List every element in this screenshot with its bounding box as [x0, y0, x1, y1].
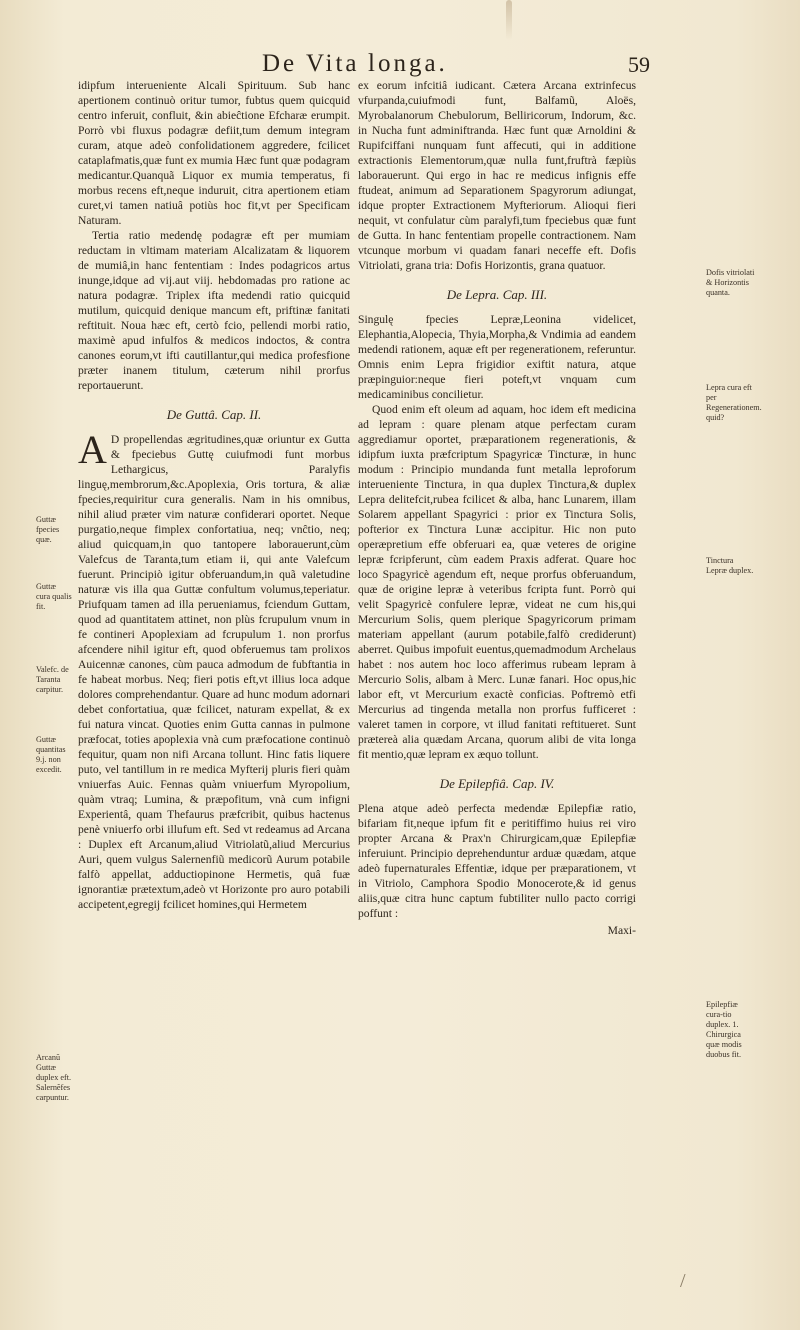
margin-note: Guttæ cura qualis fit.	[36, 582, 72, 611]
paragraph: Tertia ratio medendę podagræ eft per mumiam reductam in vltimam materiam Alcalizatam & liquorem de mumiâ,in hanc fententiam : Indes podagricos artus inunge,idque ad vij.aut viij. hebdomadas pro ratione ac natura podagræ. Triplex ifta medendi ratio quicquid mutilum, quicquid denique mancum eft, priftinæ fanitati reftituit. Noua hæc eft, certò fcio, pellendi morbi ratio, maximè apud infulfos & medicos indoctos, & contra canones eorum,vt ifti cautillantur,qui medica profesfione præter inanem titulum, cæterum nihil prorfus reportauerunt.	[78, 229, 350, 392]
chapter-heading: De Guttâ. Cap. II.	[166, 407, 262, 422]
margin-note: Guttæ quantitas 9.j. non excedit.	[36, 735, 66, 774]
right-column	[358, 78, 636, 938]
margin-note: Lepra cura eft per Regenerationem. quid?	[706, 383, 762, 422]
chapter-heading: De Epilepfiâ. Cap. IV.	[439, 776, 555, 791]
paragraph: idipfum interueniente Alcali Spirituum. Sub hanc apertionem continuò oritur tumor, fubtus quem quicquid centro inferuit, confluit, &in abieĉtione Efcharæ erumpit. Porrò vbi fluxus podagræ defiit,tum demum integram curam, atque adeò confolidationem aggredere, fcilicet cataplafmatis,quæ funt ex mumia Hæc funt quæ podagram medicantur.Quanquã Liquor ex mumia temperatus, fi morbus recens eft,neque induruit, citra apertionem etiam curet,vi tamen natiuâ potiùs hoc fit,vt per Specificam Naturam.	[78, 79, 350, 227]
paragraph-dropcap	[78, 427, 350, 912]
margin-note: Arcanũ Guttæ duplex eft. Salernẽfes carpuntur.	[36, 1053, 72, 1102]
catchword: Maxi-	[607, 924, 636, 937]
margin-note: Guttæ fpecies quæ.	[36, 515, 60, 544]
left-column	[78, 78, 350, 912]
drop-cap: A	[78, 427, 107, 472]
paragraph-text: D propellendas ægritudines,quæ oriuntur ex Gutta & fpeciebus Guttę cuiufmodi funt morbus Lethargicus, Paralyfis linguę,membrorum,&c.Apoplexia, Oris tortura, & aliæ fpecies,requiritur cura generalis. Nam in his omnibus, nihil aliud præter vim naturæ confiderari oportet. Neque purgatio,neque fimplex confortatiua, neq; vnĉtio, neq; aliud quicquam,in quo tantopere laborauerunt,cùm Valefcus de Taranta,tum etiam ii, qui ante Valefcum fuerunt. Principiò igitur obferuandum,in quã valetudine naturæ vis illa qua Guttæ confultum volumus,teperiatur. Priufquam tamen ad illa perueniamus, fciendum Guttam, quod ad quantitatem attinet, non plùs fcrupulum vnum in fe contineri Apoplexiam ad fcrupulum 1. non prorfus afcendere nihil igitur eft, quod obferuemus tam prolixos Auicennæ canones, cùm pauca admodum de fubftantia in fe habeat morbus. Neq; fieri potis eft,vt illius loca adque dolores comprehendantur. Quare ad hunc modum adornari debet confortatiua, quæ fcilicet, naturam expellat, & ex fui natura vincat. Quoties enim Gutta cannas in pulmone præfocat, toties apoplexia vnà cum præfocatione continuò fequitur, quam non nifi Arcana tollunt. Hinc fatis liquere puto, vel tantillum in re medica Myfterij pluris fieri quàm vniuerfas Auic. Fennas quàm vniuerfum Myropolium, quàm vtraq; Lumina, & præpofitum, vnà cum infigni Experientâ, quam Thefaurus præfcribit, quibus hactenus penè vniuerfo orbi illufum eft. Sed vt redeamus ad Arcana : Duplex eft Arcanum,aliud Vitriolatũ,aliud Mercurius Auri, quem vulgus Salernenfiũ medicorũ Aurum potabile falfò appellat, adductiopinone Hermetis, quâ fuæ ignorantiæ prætextum,adeò vt Horizonte pro auro potabili accipetent,egregij fcilicet homines,qui Hermetem	[78, 433, 350, 911]
page-number: 59	[628, 52, 650, 77]
chapter-heading: De Lepra. Cap. III.	[446, 287, 548, 302]
margin-note: Dofis vitriolati & Horizontis quanta.	[706, 268, 755, 297]
paper-stain	[506, 0, 512, 40]
paragraph: Singulę fpecies Lepræ,Leonina videlicet, Elephantia,Alopecia, Thyia,Morpha,& Vndimia ad eandem medendi rationem, aquæ eft per regenerationem, referuntur. Omnis enim Lepra frigidior exiftit natura, atque præpinguior:neque fieri poteft,vt vnquam cum medicaminibus concilietur.	[358, 313, 636, 401]
margin-note: Epilepfiæ cura-tio duplex. 1. Chirurgica quæ modis duobus fit.	[706, 1000, 742, 1059]
paragraph: ex eorum infcitiâ iudicant. Cætera Arcana extrinfecus vfurpanda,cuiufmodi funt, Balfamũ, Aloës, Myrobalanorum Chebulorum, Belliricorum, Indorum, &c. in Nucha funt adminiftranda. Hæc funt quæ Arnoldini & Rupifciffani nunquam funt affecuti, qui in additione extractionis Elementorum,quæ nulla funt,fruftrà fæpiùs laborauerunt. Qui ergo in hac re medicus infignis effe ftudeat, animum ad Separationem Spagyrorum adiungat, idque propter Extractionem Myfteriorum. Alioqui fieri nequit, vt confulatur cùm paralyfi,tum fpeciebus quæ funt de Gutta. In hanc fententiam propelle contractionem. Nam vtcunque morbum vi quadam fanari neceffe eft. Dofis Vitriolati, grana tria: Dofis Horizontis, grana quatuor.	[358, 79, 636, 272]
margin-note: Valefc. de Taranta carpitur.	[36, 665, 69, 694]
paper-mark: /	[680, 1270, 686, 1292]
paragraph: Plena atque adeò perfecta medendæ Epilepfiæ ratio, bifariam fit,neque ipfum fit e peritiffimo huius rei viro propter Arcana & Prax'n Chirurgicam,quæ Epilepfiæ inferuiunt. Principio deprehenduntur arduæ quædam, atque adeò fupernaturales Effentiæ, idque per præparationem, vt in Vitriolo, Camphora Spodio Monocerote,& id genus aliis,quæ citra hunc captum fubtiliter nullo pacto corrigi poffunt :	[358, 802, 636, 920]
paragraph: Quod enim eft oleum ad aquam, hoc idem eft medicina ad lepram : quare plenam atque perfectam curam aggrediamur oportet, præparationem regenerationis, & idipfum iuxta præfcriptum Spagyricæ Tincturæ, in hunc modum : Principio mundanda funt metalla leproforum interueniente Tinctura, in qua duplex Tinctura,& duplex Lepra delitefcit,rubea fcilicet & alba, hanc Lunarem, illam Solarem appellant Spagyrici : prior ex Tinctura Solis, pofterior ex Tinctura Lunæ accipitur. Hic non puto operæpretium effe obferuari ea, quæ veteres de origine lepræ fcripferunt, cùm eadem Praxis adferat. Quare hoc loco Spagyricè agendum eft, neque prorfus obferuandum, quæ de origine lepræ à veteribus fcripta funt. Porrò qui velit Spagyricè confulere lepræ, videat ne cum his,qui Mercurium Solis, quem plerique Spagyricorum primam materiam appellant (aurum potabile,falfò crediderunt) aberret. Quibus impofuit euentus,quemadmodum Archelaus habet : nos autem hoc loco afferimus rubeam lepram à Mercurio Solis, albam à Merc. Lunæ fanari. Hoc opus,hic labor eft, vt Mercurium exactè conficias. Poftremò etfi Mercurius ad tingenda metalla non prorfus fufficeret : valeret tamen in corpore, vt illud fanitati reftitueret. Sunt prætereà alia quædam Arcana, quorum alibi de vita longa fit mentio,quæ lepram ex æquo tollunt.	[358, 403, 636, 761]
running-title-right: longa.	[368, 50, 448, 77]
margin-note: Tinctura Lepræ duplex.	[706, 556, 754, 575]
running-title-left: De Vita	[262, 50, 360, 77]
